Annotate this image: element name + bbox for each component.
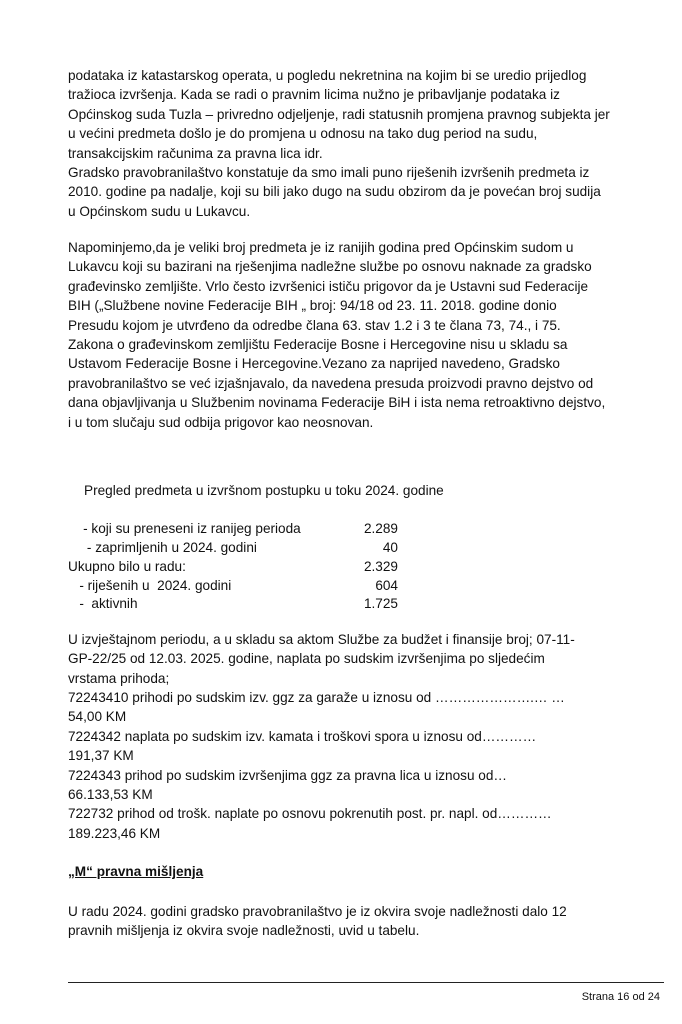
text-line: Općinskog suda Tuzla – privredno odjeljenje, radi statusnih promjena pravnog subjekta jer: [68, 106, 610, 122]
paragraph-constitutional-court: [68, 238, 658, 432]
text-line: pravobranilaštvo se već izjašnjavalo, da navedena presuda proizvodi pravno dejstvo od: [68, 375, 594, 391]
summary-value: 2.289: [363, 521, 398, 536]
summary-label: - riješenih u 2024. godini: [68, 578, 232, 593]
summary-row-active: [68, 596, 398, 615]
revenue-item: 7224342 naplata po sudskim izv. kamata i troškovi spora u iznosu od…………: [68, 728, 537, 744]
text-line: u većini predmeta došlo je do promjena u odnosu na tako dug period na sudu,: [68, 126, 538, 142]
text-line: pravnih mišljenja iz okvira svoje nadležnosti, uvid u tabelu.: [68, 923, 420, 939]
summary-row-carried-over: [68, 521, 398, 540]
revenue-list: [68, 688, 658, 843]
text-line: Lukavcu koji su bazirani na rješenjima nadležne službe po osnovu naknade za gradsko: [68, 259, 592, 275]
summary-row-total: [68, 559, 398, 578]
text-line: dana objavljivanja u Službenim novinama Federacije BiH i ista nema retroaktivno dejstvo,: [68, 395, 606, 411]
text-line: U radu 2024. godini gradsko pravobranilaštvo je iz okvira svoje nadležnosti dalo 12: [68, 904, 567, 919]
revenue-amount: 66.133,53 KM: [68, 787, 153, 803]
text-line: Gradsko pravobranilaštvo konstatuje da smo imali puno riješenih izvršenih predmeta iz: [68, 165, 590, 181]
summary-label: Ukupno bilo u radu:: [68, 559, 186, 574]
summary-value: 40: [382, 540, 398, 555]
text-line: transakcijskim računima za pravna lica idr.: [68, 145, 323, 161]
text-line: Zakona o građevinskom zemljištu Federacije Bosne i Hercegovine nisu u skladu sa: [68, 337, 568, 353]
text-line: podataka iz katastarskog operata, u pogledu nekretnina na kojim bi se uredio prijedlog: [68, 68, 587, 83]
section-heading: „M“ pravna mišljenja: [68, 864, 204, 879]
text-line: Presudu kojom je utvrđeno da odredbe člana 63. stav 1.2 i 3 te člana 73, 74., i 75.: [68, 317, 561, 333]
text-line: građevinsko zemljište. Vrlo često izvršenici ističu prigovor da je Ustavni sud Federacije: [68, 278, 589, 294]
text-line: U izvještajnom periodu, a u skladu sa aktom Službe za budžet i finansije broj; 07-11-: [68, 632, 575, 647]
revenue-amount: 191,37 KM: [68, 748, 134, 764]
summary-value: 2.329: [363, 559, 398, 574]
paragraph-reporting-period: [68, 630, 658, 688]
summary-value: 1.725: [363, 596, 398, 611]
revenue-amount: 54,00 KM: [68, 709, 127, 725]
revenue-item: 72243410 prihodi po sudskim izv. ggz za garaže u iznosu od ………………….… …: [68, 690, 565, 705]
summary-label: - aktivnih: [68, 596, 138, 611]
revenue-item: 7224343 prihod po sudskim izvršenjima ggz za pravna lica u iznosu od…: [68, 767, 508, 783]
text-line: i u tom slučaju sud odbija prigovor kao neosnovan.: [68, 414, 374, 430]
summary-title: Pregled predmeta u izvršnom postupku u toku 2024. godine: [84, 483, 444, 498]
page-number: Strana 16 od 24: [581, 991, 660, 1003]
paragraph-legal-opinions: [68, 902, 658, 941]
revenue-item: 722732 prihod od trošk. naplate po osnovu pokrenutih post. pr. napl. od…………: [68, 806, 552, 822]
summary-label: - koji su preneseni iz ranijeg perioda: [68, 521, 301, 536]
footer-divider: [68, 982, 664, 983]
text-line: Napominjemo,da je veliki broj predmeta je iz ranijih godina pred Općinskim sudom u: [68, 240, 574, 255]
text-line: u Općinskom sudu u Lukavcu.: [68, 203, 251, 219]
text-line: BIH („Službene novine Federacije BIH „ broj: 94/18 od 23. 11. 2018. godine donio: [68, 298, 557, 314]
text-line: vrstama prihoda;: [68, 670, 170, 686]
text-line: Ustavom Federacije Bosne i Hercegovine.Vezano za naprijed navedeno, Gradsko: [68, 356, 560, 372]
summary-value: 604: [375, 578, 398, 593]
summary-label: - zaprimljenih u 2024. godini: [68, 540, 257, 555]
text-line: tražioca izvršenja. Kada se radi o pravnim licima nužno je pribavljanje podataka iz: [68, 87, 560, 103]
revenue-amount: 189.223,46 KM: [68, 825, 161, 841]
text-line: 2010. godine pa nadalje, koji su bili jako dugo na sudu obzirom da je povećan broj sudija: [68, 184, 601, 200]
summary-row-resolved: [68, 578, 398, 597]
paragraph-enforcement-data: [68, 66, 658, 221]
text-line: GP-22/25 od 12.03. 2025. godine, naplata po sudskim izvršenjima po sljedećim: [68, 651, 545, 667]
summary-row-received: [68, 540, 398, 559]
